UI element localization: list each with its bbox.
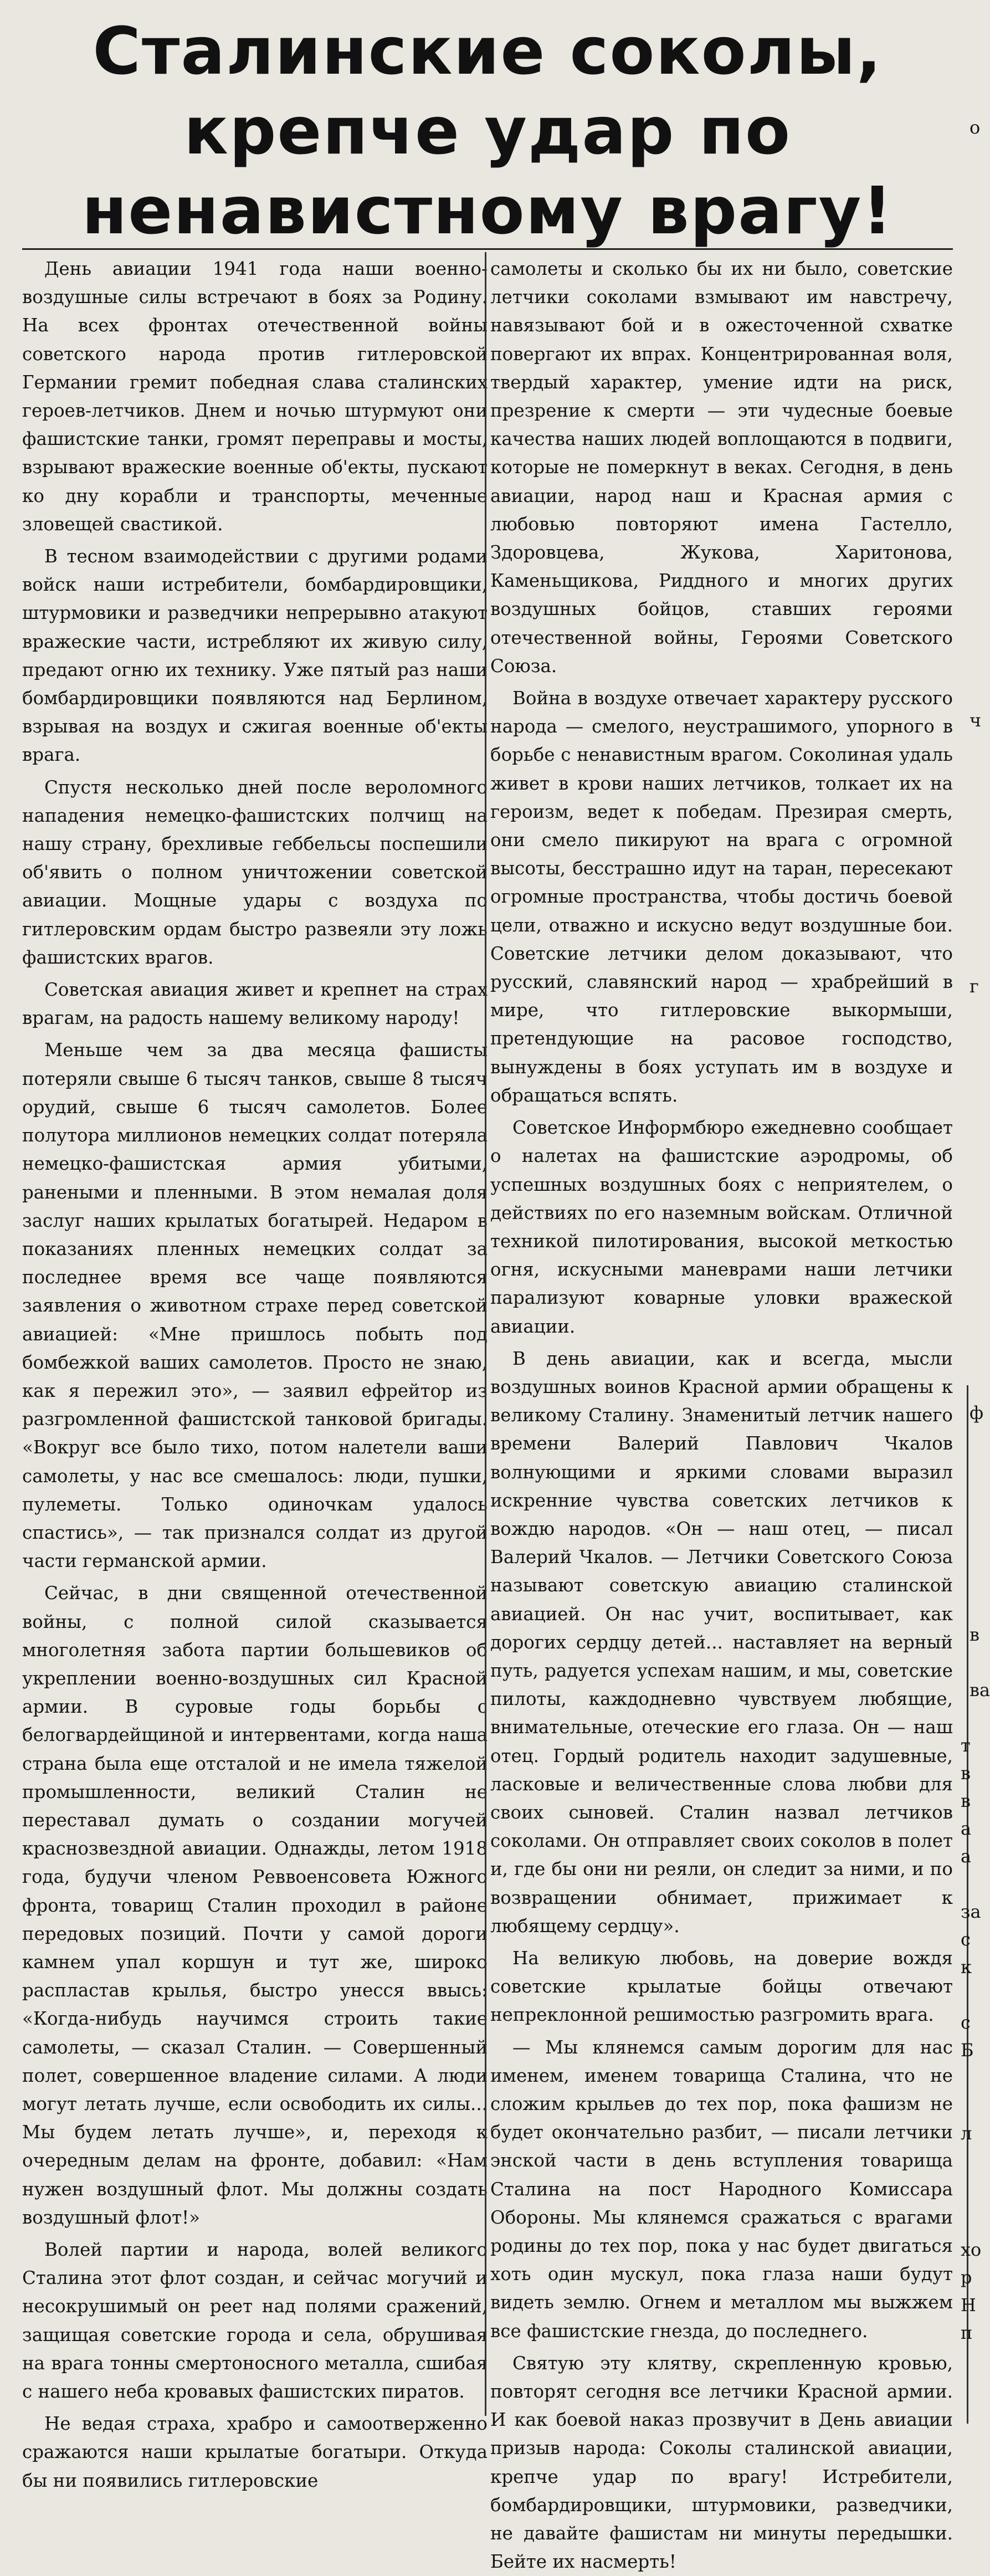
- edge-fragment: р: [961, 2267, 972, 2288]
- edge-fragment: а: [961, 1846, 972, 1867]
- paragraph: Не ведая страха, храбро и самоотверженно сражаются наши крылатые богатыри. Откуда бы ни появились гитлеровские: [22, 2413, 488, 2491]
- paragraph: Советское Информбюро ежедневно сообщает о налетах на фашистские аэродромы, об успешных воздушных боях с неприятелем, о действиях по его наземным войскам. Отличной техникой пилотирования, высокой меткостью огня, искусными маневрами наши летчики парализуют коварные уловки вражеской авиации.: [490, 1117, 953, 1337]
- edge-fragment: а: [961, 1818, 972, 1839]
- headline-rule: [22, 248, 953, 250]
- edge-fragment: г: [970, 976, 979, 997]
- paragraph: В тесном взаимодействии с другими родами войск наши истребители, бомбардировщики, штурмовики и разведчики непрерывно атакуют вражеские части, истребляют их живую силу, предают огню их технику. Уже пятый раз наши бомбардировщики появляются над Берлином, взрывая на воздух и сжигая военные об'екты врага.: [22, 546, 488, 766]
- edge-fragment: в: [961, 1790, 971, 1811]
- edge-fragment: п: [961, 2322, 973, 2343]
- edge-fragment: в: [970, 1624, 980, 1645]
- paragraph: День авиации 1941 года наши военно-воздушные силы встречают в боях за Родину. На всех фронтах отечественной войны советского народа против гитлеровской Германии гремит победная слава сталинских героев-летчиков. Днем и ночью штурмуют они фашистские танки, громят переправы и мосты, взрывают вражеские военные об'екты, пускают ко дну корабли и транспорты, меченные зловещей свастикой.: [22, 258, 488, 535]
- headline-line-3: ненавистному врагу!: [81, 172, 894, 249]
- edge-fragment: с: [961, 2012, 971, 2033]
- paragraph: На великую любовь, на доверие вождя советские крылатые бойцы отвечают непреклонной решимостью разгромить врага.: [490, 1947, 953, 2026]
- edge-fragment: л: [961, 2123, 972, 2144]
- headline-line-2: крепче удар по: [183, 93, 792, 169]
- paragraph: Сейчас, в дни священной отечественной войны, с полной силой сказывается многолетняя забота партии большевиков об укреплении военно-воздушных сил Красной армии. В суровые годы борьбы с белогвардейщиной и интервентами, когда наша страна была еще отсталой и не имела тяжелой промышленности, великий Сталин не переставал думать о создании могучей краснозвездной авиации. Однажды, летом 1918 года, будучи членом Реввоенсовета Южного фронта, товарищ Сталин проходил в районе передовых позиций. Почти у самой дороги камнем упал коршун и тут же, широко распластав крылья, быстро унесся ввысь: «Когда-нибудь научимся строить такие самолеты, — сказал Сталин. — Совершенный полет, совершенное владение силами. А люди могут летать лучше, если освободить их силы... Мы будем летать лучше», и, переходя к очередным делам на фронте, добавил: «Нам нужен воздушный флот. Мы должны создать воздушный флот!»: [22, 1583, 488, 2228]
- paragraph: Меньше чем за два месяца фашисты потеряли свыше 6 тысяч танков, свыше 8 тысяч орудий, свыше 6 тысяч самолетов. Более полутора миллионов немецких солдат потеряла немецко-фашистская армия убитыми, ранеными и пленными. В этом немалая доля заслуг наших крылатых богатырей. Недаром в показаниях пленных немецких солдат за последнее время все чаще появляются заявления о животном страхе перед советской авиацией: «Мне пришлось побыть под бомбежкой ваших самолетов. Просто не знаю, как я пережил это», — заявил ефрейтор из разгромленной фашистской танковой бригады. «Вокруг все было тихо, потом налетели ваши самолеты, у нас все смешалось: люди, пушки, пулеметы. Только одиночкам удалось спастись», — так признался солдат из другой части германской армии.: [22, 1039, 488, 1572]
- paragraph: В день авиации, как и всегда, мысли воздушных воинов Красной армии обращены к великому Сталину. Знаменитый летчик нашего времени Валерий Павлович Чкалов волнующими и яркими словами выразил искренние чувства советских летчиков к вождю народов. «Он — наш отец, — писал Валерий Чкалов. — Летчики Советского Союза называют советскую авиацию сталинской авиацией. Он нас учит, воспитывает, как дорогих сердцу детей... наставляет на верный путь, радуется успехам нашим, и мы, советские пилоты, каждодневно чувствуем любящие, внимательные, отеческие его глаза. Он — наш отец. Гордый родитель находит задушевные, ласковые и величественные слова любви для своих сыновей. Сталин назвал летчиков соколами. Он отправляет своих соколов в полет и, где бы они ни реяли, он следит за ними, и по возвращении обнимает, прижимает к любящему сердцу».: [490, 1348, 953, 1937]
- paragraph: Волей партии и народа, волей великого Сталина этот флот создан, и сейчас могучий и несокрушимый он реет над полями сражений, защищая советские города и села, обрушивая на врага тонны смертоносного металла, сшибая с нашего неба кровавых фашистских пиратов.: [22, 2239, 488, 2403]
- edge-fragment: о: [970, 117, 981, 138]
- edge-fragment: Н: [961, 2295, 976, 2316]
- headline-line-1: Сталинские соколы,: [93, 13, 883, 89]
- paragraph: Советская авиация живет и крепнет на страх врагам, на радость нашему великому народу!: [22, 979, 488, 1029]
- left-column: [22, 255, 488, 2491]
- edge-fragment: с: [961, 1929, 971, 1950]
- edge-fragment: т: [961, 1735, 971, 1756]
- paragraph: Спустя несколько дней после вероломного нападения немецко-фашистских полчищ на нашу страну, брехливые геббельсы поспешили об'явить о полном уничтожении советской авиации. Мощные удары с воздуха по гитлеровским ордам быстро развеяли эту ложь фашистских врагов.: [22, 776, 488, 968]
- paragraph: Война в воздухе отвечает характеру русского народа — смелого, неустрашимого, упорного в борьбе с ненавистным врагом. Соколиная удаль живет в крови наших летчиков, толкает их на героизм, ведет к победам. Презирая смерть, они смело пикируют на врага с огромной высоты, бесстрашно идут на таран, пересекают огромные пространства, чтобы достичь боевой цели, отважно и искусно ведут воздушные бои. Советские летчики делом доказывают, что русский, славянский народ — храбрейший в мире, что гитлеровские выкормыши, претендующие на расовое господство, вынуждены в боях уступать им в воздухе и обращаться вспять.: [490, 688, 953, 1106]
- edge-fragment: ва: [970, 1679, 990, 1701]
- edge-fragment: ч: [970, 710, 982, 731]
- headline: [22, 11, 953, 250]
- column-divider: [485, 252, 486, 2416]
- right-column: [490, 255, 953, 2573]
- edge-fragment: к: [961, 1957, 972, 1978]
- edge-fragment: ф: [970, 1402, 984, 1423]
- edge-fragment: хо: [961, 2239, 982, 2260]
- neighbor-column-fragments: [957, 0, 990, 2424]
- edge-fragment: в: [961, 1763, 971, 1784]
- paragraph: самолеты и сколько бы их ни было, советские летчики соколами взмывают им навстречу, навязывают бой и в ожесточенной схватке повергают их впрах. Концентрированная воля, твердый характер, умение идти на риск, презрение к смерти — эти чудесные боевые качества наших людей воплощаются в подвиги, которые не померкнут в веках. Сегодня, в день авиации, народ наш и Красная армия с любовью повторяют имена Гастелло, Здоровцева, Жукова, Харитонова, Каменьщикова, Риддного и многих других воздушных бойцов, ставших героями отечественной войны, Героями Советского Союза.: [490, 258, 953, 677]
- edge-fragment: за: [961, 1901, 981, 1922]
- paragraph: Святую эту клятву, скрепленную кровью, повторят сегодня все летчики Красной армии. И как боевой наказ прозвучит в День авиации призыв народа: Соколы сталинской авиации, крепче удар по врагу! Истребители, бомбардировщики, штурмовики, разведчики, не давайте фашистам ни минуты передышки. Бейте их насмерть!: [490, 2352, 953, 2573]
- paragraph: — Мы клянемся самым дорогим для нас именем, именем товарища Сталина, что не сложим крыльев до тех пор, пока фашизм не будет окончательно разбит, — писали летчики энской части в день вступления товарища Сталина на пост Народного Комиссара Обороны. Мы клянемся сражаться с врагами родины до тех пор, пока у нас будет двигаться хоть один мускул, пока глаза наши будут видеть землю. Огнем и металлом мы выжжем все фашистские гнезда, до последнего.: [490, 2036, 953, 2342]
- edge-fragment: Б: [961, 2040, 974, 2061]
